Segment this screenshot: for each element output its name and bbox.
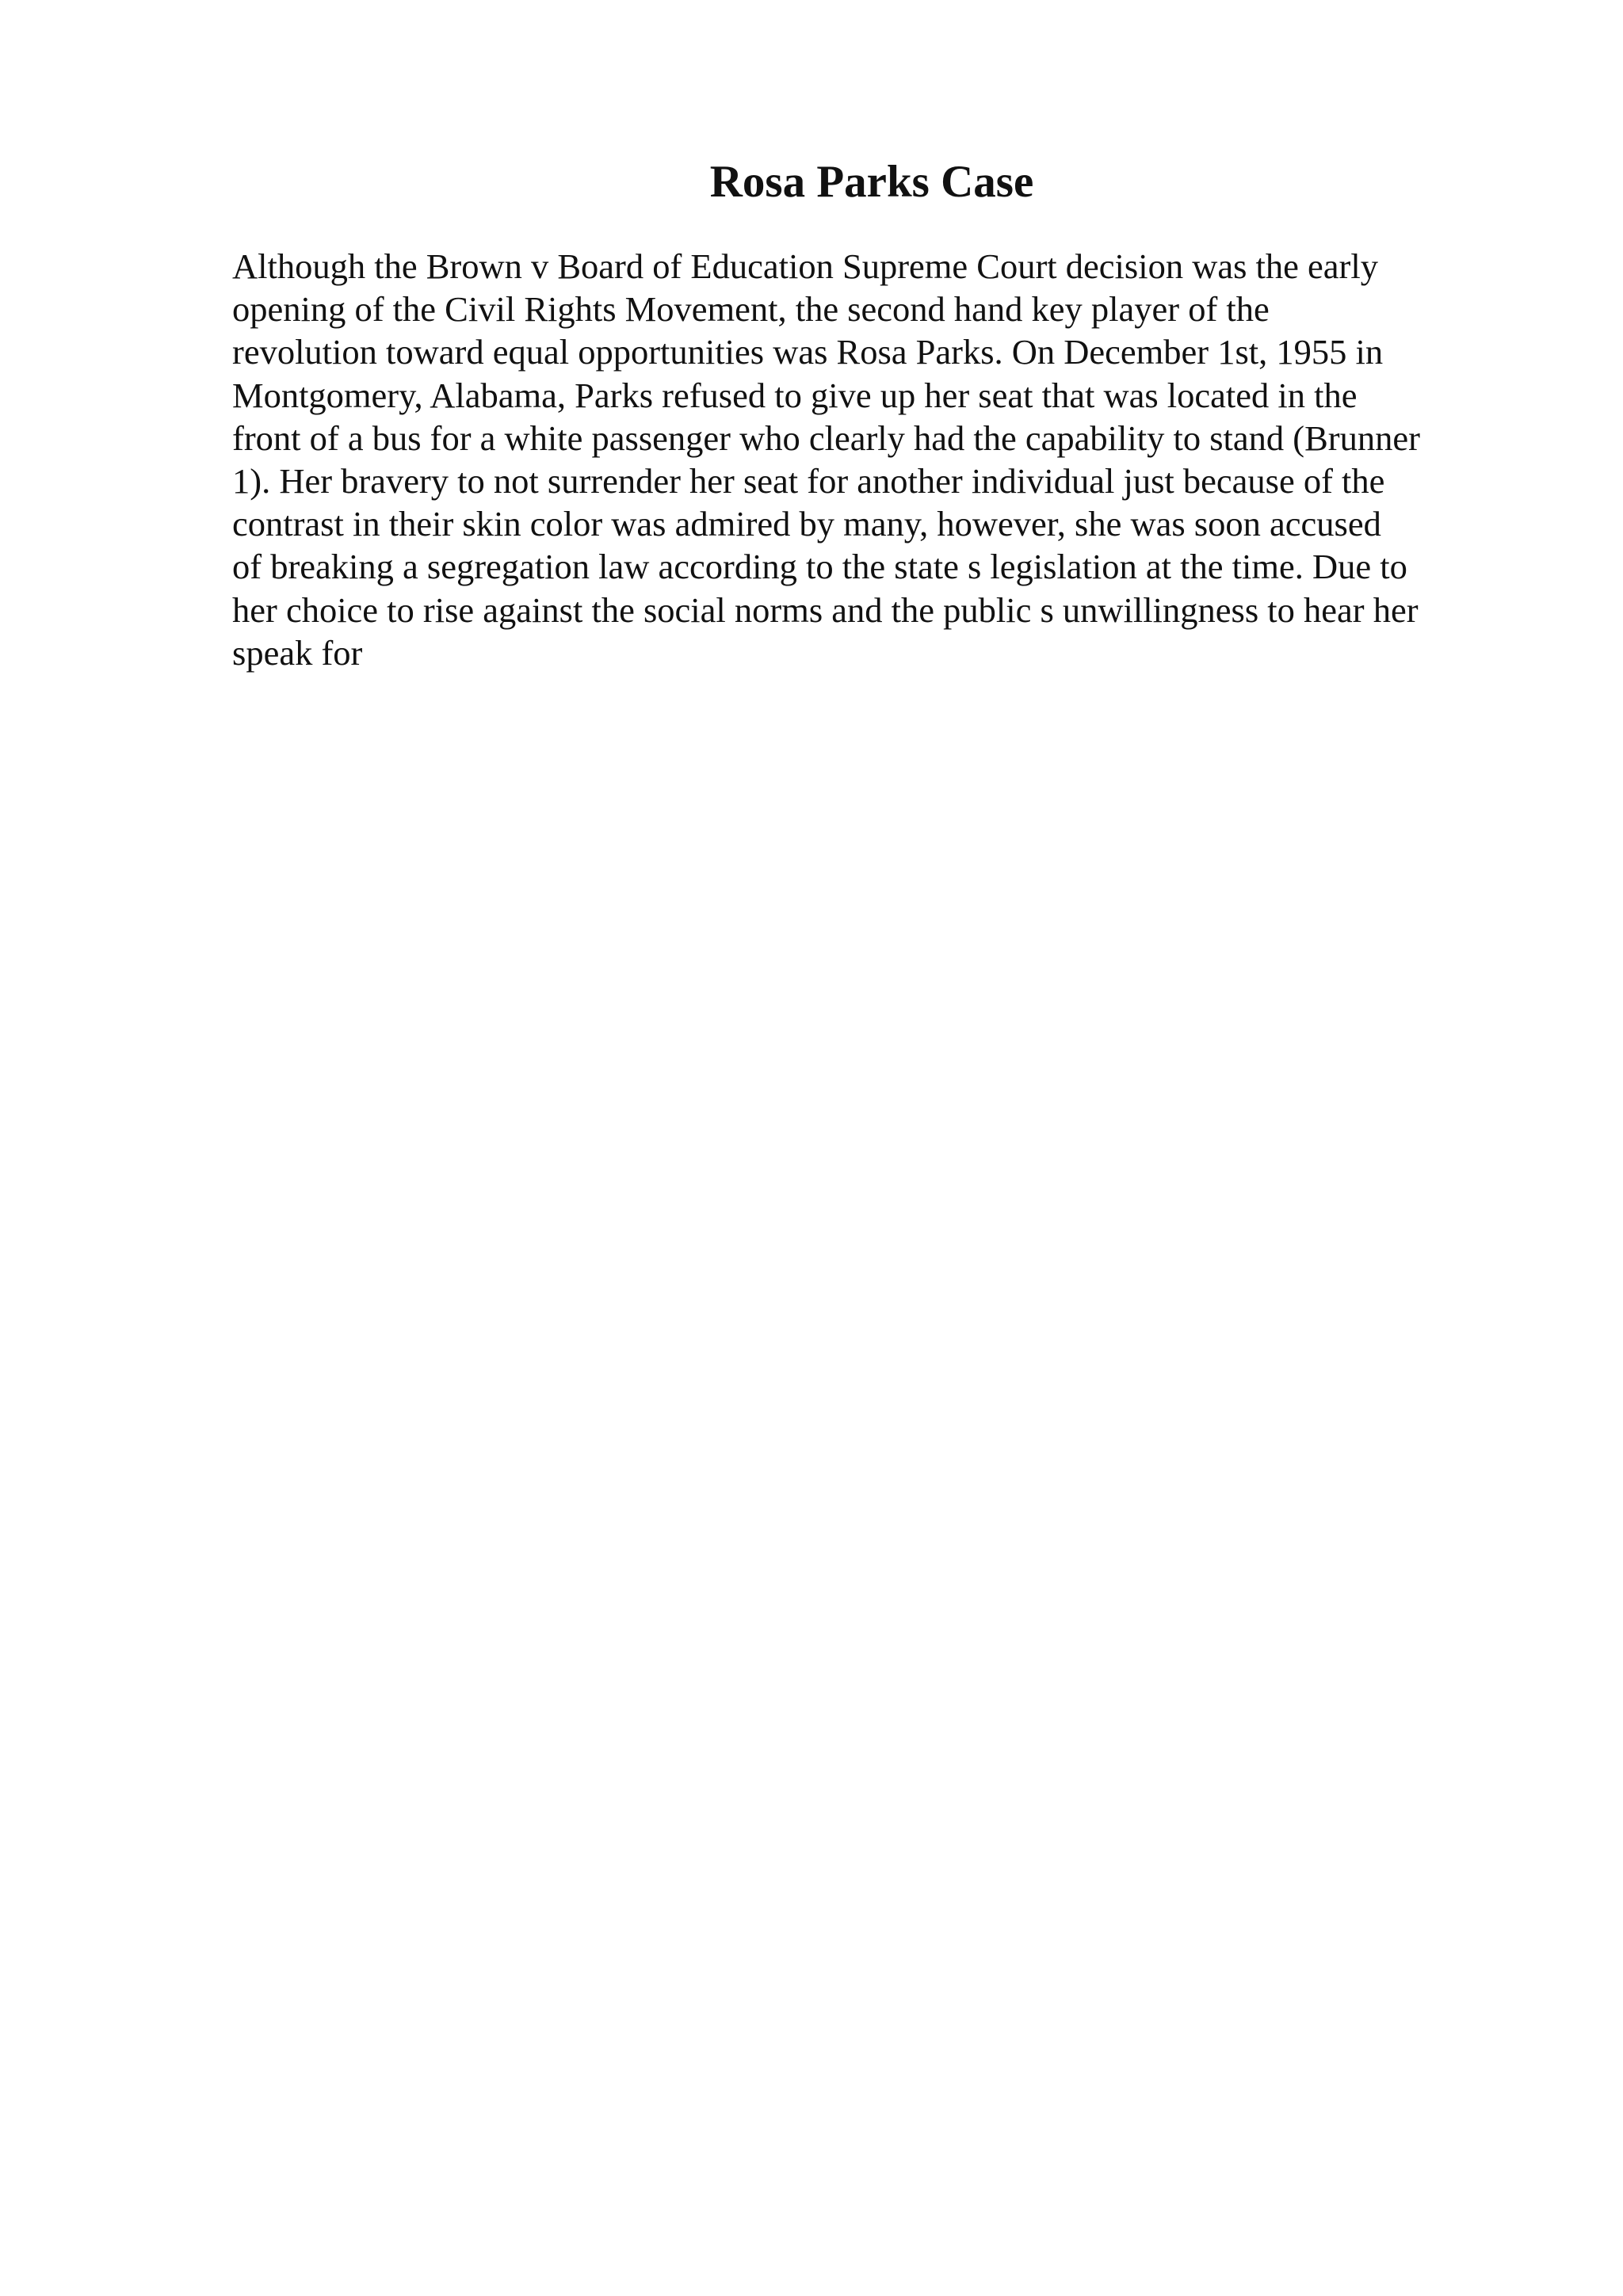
- body-line: Montgomery, Alabama, Parks refused to give up her seat that was located in the: [232, 375, 1358, 415]
- body-line: contrast in their skin color was admired by many, however, she was soon accused: [232, 504, 1381, 544]
- document-body: [232, 245, 1500, 674]
- body-line: her choice to rise against the social norms and the public s unwillingness to hear her: [232, 589, 1419, 630]
- body-line: revolution toward equal opportunities was Rosa Parks. On December 1st, 1955 in: [232, 332, 1384, 372]
- body-line: Although the Brown v Board of Education Supreme Court decision was the early: [232, 246, 1378, 286]
- body-line: 1). Her bravery to not surrender her seat for another individual just because of the: [232, 461, 1385, 502]
- body-line: of breaking a segregation law according to the state s legislation at the time. Due to: [232, 547, 1407, 587]
- document-title: Rosa Parks Case: [709, 157, 1034, 207]
- body-line: speak for: [232, 632, 363, 673]
- body-line: front of a bus for a white passenger who clearly had the capability to stand (Brunner: [232, 418, 1420, 458]
- body-line: opening of the Civil Rights Movement, the second hand key player of the: [232, 289, 1270, 330]
